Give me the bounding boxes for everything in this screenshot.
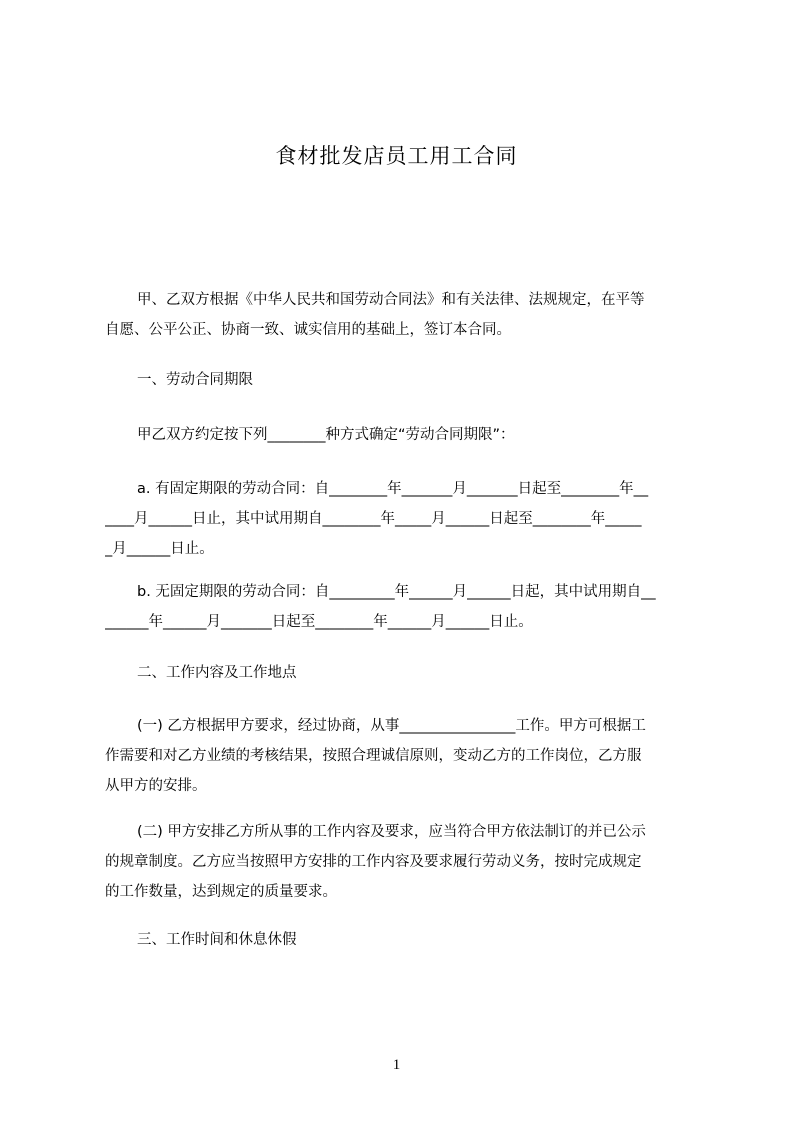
item-1-line: 从甲方的安排。 [105, 778, 207, 794]
preamble-paragraph [105, 285, 701, 345]
section-2-item-1 [105, 711, 701, 801]
item-2-line: 的规章制度。乙方应当按照甲方安排的工作内容及要求履行劳动义务，按时完成规定 [105, 854, 642, 870]
item-a-line: ____月______日止，其中试用期自________年_____月______日起至________年_____ [105, 511, 642, 527]
section-1-intro: 甲乙双方约定按下列________种方式确定“劳动合同期限”： [137, 427, 515, 443]
item-1-line: 作需要和对乙方业绩的考核结果，按照合理诚信原则，变动乙方的工作岗位，乙方服 [105, 748, 642, 764]
document-title: 食材批发店员工用工合同 [275, 144, 518, 168]
item-2-line: (二) 甲方安排乙方所从事的工作内容及要求，应当符合甲方依法制订的并已公示 [137, 824, 646, 840]
section-2-item-2 [105, 817, 701, 907]
section-3-heading: 三、工作时间和休息休假 [137, 932, 297, 948]
item-a-line: _月______日止。 [105, 541, 214, 557]
page-number: 1 [392, 1057, 401, 1073]
item-1-line: (一) 乙方根据甲方要求，经过协商，从事________________工作。甲方可根据工 [137, 718, 646, 734]
item-b-line: b. 无固定期限的劳动合同：自_________年______月______日起，其中试用期自__ [137, 584, 656, 600]
section-1-item-b [105, 577, 701, 637]
item-b-line: ______年______月_______日起至________年______月______日止。 [105, 614, 533, 630]
section-1-item-a [105, 474, 701, 564]
preamble-line: 自愿、公平公正、协商一致、诚实信用的基础上，签订本合同。 [105, 322, 511, 338]
item-a-line: a. 有固定期限的劳动合同：自________年_______月_______日起至________年__ [137, 481, 649, 497]
item-2-line: 的工作数量，达到规定的质量要求。 [105, 884, 337, 900]
section-1-heading: 一、劳动合同期限 [137, 372, 253, 388]
section-2-heading: 二、工作内容及工作地点 [137, 665, 297, 681]
preamble-line: 甲、乙双方根据《中华人民共和国劳动合同法》和有关法律、法规规定，在平等 [137, 292, 645, 308]
